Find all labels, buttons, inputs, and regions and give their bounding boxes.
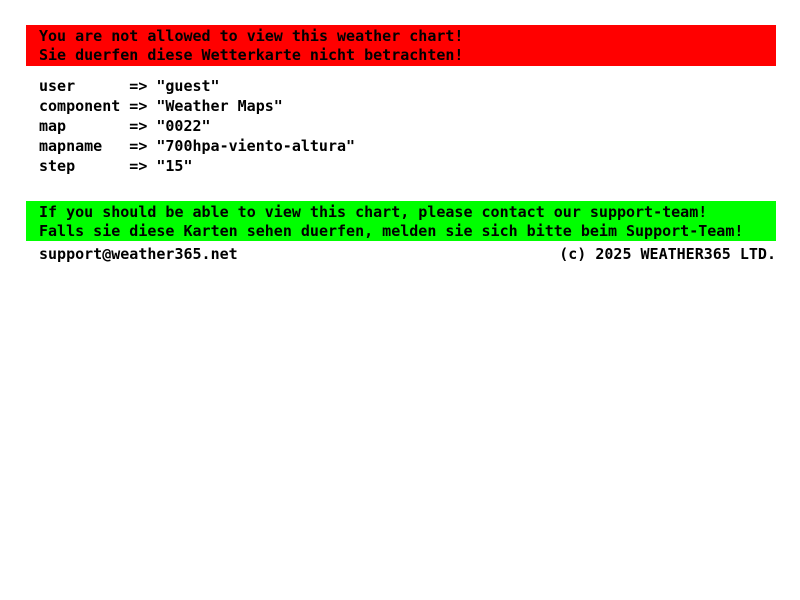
kv-key-user: user: [39, 77, 76, 95]
copyright-notice: (c) 2025 WEATHER365 LTD.: [559, 245, 776, 263]
kv-value-map: "0022": [156, 117, 211, 135]
kv-value-mapname: "700hpa-viento-altura": [156, 137, 356, 155]
arrow-glyph: =>: [129, 117, 148, 135]
kv-value-component: "Weather Maps": [156, 97, 283, 115]
kv-value-step: "15": [156, 157, 193, 175]
kv-key-step: step: [39, 157, 76, 175]
support-contact-banner: [26, 201, 776, 241]
kv-row-map: [39, 116, 355, 136]
arrow-glyph: =>: [129, 77, 148, 95]
kv-row-mapname: [39, 136, 355, 156]
access-denied-message-de: Sie duerfen diese Wetterkarte nicht betrachten!: [39, 46, 464, 64]
footer: [39, 245, 776, 264]
support-email: support@weather365.net: [39, 245, 238, 263]
arrow-glyph: =>: [129, 97, 148, 115]
request-details-block: [39, 76, 355, 176]
support-contact-message-en: If you should be able to view this chart, please contact our support-team!: [39, 203, 708, 221]
arrow-glyph: =>: [129, 137, 148, 155]
access-denied-banner: [26, 25, 776, 66]
kv-key-component: component: [39, 97, 121, 115]
arrow-glyph: =>: [129, 157, 148, 175]
kv-key-map: map: [39, 117, 67, 135]
kv-row-component: [39, 96, 355, 116]
access-denied-message-en: You are not allowed to view this weather chart!: [39, 27, 464, 45]
support-contact-message-de: Falls sie diese Karten sehen duerfen, melden sie sich bitte beim Support-Team!: [39, 222, 744, 240]
kv-key-mapname: mapname: [39, 137, 103, 155]
kv-row-step: [39, 156, 355, 176]
kv-value-user: "guest": [156, 77, 220, 95]
kv-row-user: [39, 76, 355, 96]
